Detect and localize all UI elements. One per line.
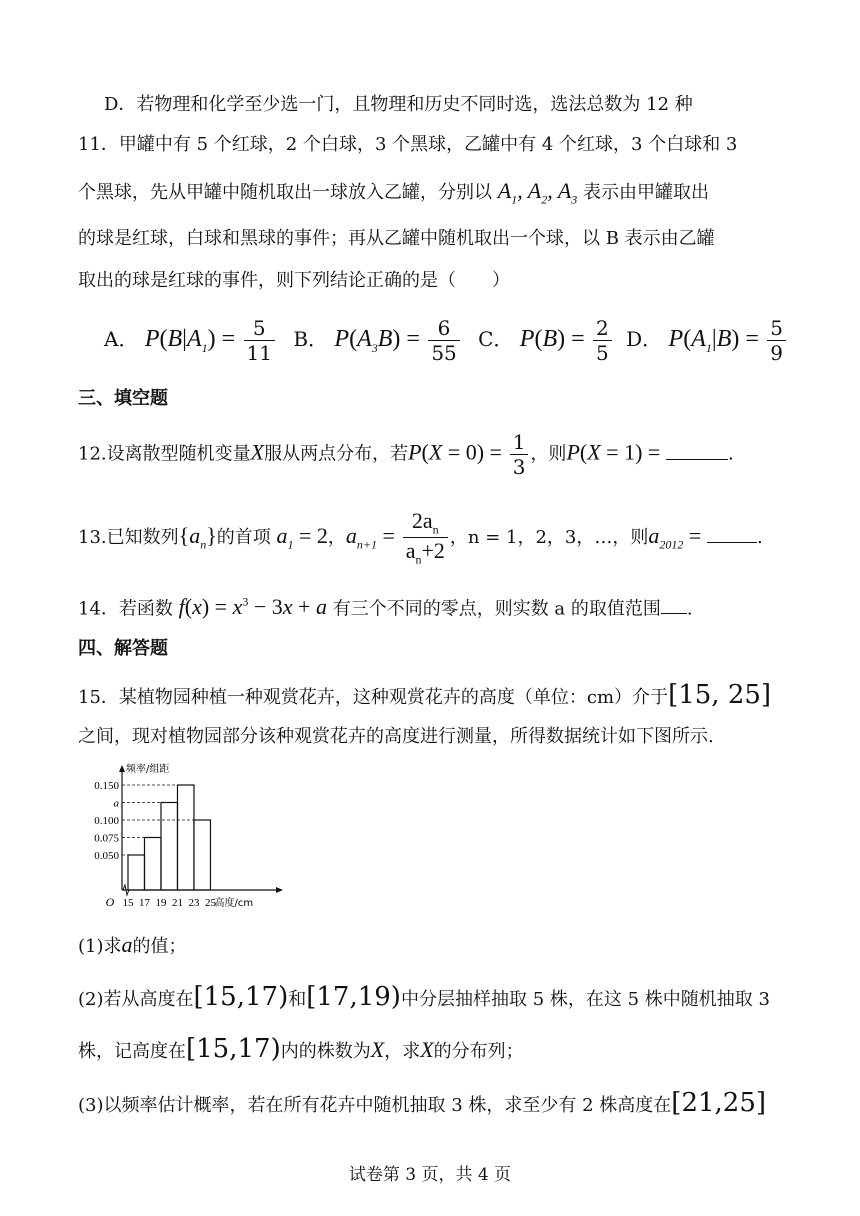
x-tick-label: 19: [155, 897, 167, 909]
q15-p2-int3: [15,17): [186, 1034, 281, 1064]
q15-p1-pre: (1)求: [78, 936, 122, 957]
q15-p1-post: 的值；: [132, 936, 187, 957]
q11-d-den: 9: [770, 341, 783, 365]
q11-b-num: 6: [428, 318, 459, 341]
q11-option-a: A． $P(B|A_1)$ = $\frac{5}{11}$: [104, 327, 283, 351]
q11-line2-end: 表示由甲罐取出: [583, 182, 710, 203]
q15-p2-and: 和: [288, 989, 307, 1010]
q13-text-pre: 13.已知数列: [78, 526, 179, 548]
q14-stem: 14．若函数 $f(x) = x^3 - 3x + a$ 有三个不同的零点，则实数 a 的取值范围 .: [78, 594, 693, 620]
x-tick-label: 17: [138, 897, 150, 909]
q15-p2-l2-mid2: ，求: [384, 1041, 421, 1062]
x-tick-label: 23: [188, 897, 200, 909]
q11-option-b-label: B．: [293, 327, 329, 351]
q14-text-post: 有三个不同的零点，则实数 a 的取值范围: [332, 598, 661, 620]
section-solution-title: 四、解答题: [78, 638, 168, 659]
origin-label: O: [105, 895, 115, 909]
q15-stem-line2: 之间，现对植物园部分该种观赏花卉的高度进行测量，所得数据统计如下图所示.: [78, 726, 714, 747]
y-tick-label: 0.075: [94, 832, 119, 845]
q11-stem-line3: 的球是红球，白球和黑球的事件；再从乙罐中随机取出一个球，以 B 表示由乙罐: [78, 228, 715, 249]
q11-stem-line4: 取出的球是红球的事件，则下列结论正确的是（ ）: [78, 270, 510, 291]
q15-p1-var: a: [121, 932, 133, 957]
q15-p2-int2: [17,19): [306, 982, 401, 1012]
x-tick-label: 15: [122, 897, 134, 909]
histogram-bar: [194, 820, 210, 890]
q11-events-math: $A_1$, $A_2$, $A_3$: [497, 178, 578, 207]
q12-text-post: ，则: [530, 443, 567, 465]
q14-end: .: [686, 598, 693, 620]
q13-text-mid: 的首项: [216, 526, 271, 548]
q12-den: 3: [512, 455, 526, 479]
q15-p2-var2: X: [420, 1037, 434, 1062]
q15-p2-pre: (2)若从高度在: [78, 989, 194, 1010]
x-tick-label: 25: [204, 897, 216, 909]
q15-part2-line2: [78, 1036, 524, 1062]
q15-line1-text: 15．某植物园种植一种观赏花卉，这种观赏花卉的高度（单位：cm）介于: [78, 687, 669, 708]
q12-stem: 12.设离散型随机变量X服从两点分布，若P(X = 0) = $\frac{1}{3}$ ，则P(X = 1) = .: [78, 430, 734, 479]
q11-d-num: 5: [767, 318, 786, 341]
frequency-histogram: [78, 760, 288, 920]
q11-option-d: D． $P(A_1|B)$ = $\frac{5}{9}$: [626, 327, 788, 351]
q15-p2-l2-pre: 株，记高度在: [78, 1041, 186, 1062]
q11-c-den: 5: [596, 341, 609, 365]
q14-text-pre: 14．若函数: [78, 598, 173, 620]
page-footer: 试卷第 3 页，共 4 页: [348, 1165, 512, 1185]
q13-den-const: +2: [421, 538, 445, 564]
q12-text-pre: 12.设离散型随机变量: [78, 443, 251, 465]
x-axis-title: 高度/cm: [214, 898, 254, 909]
q15-stem-line1: [78, 682, 771, 708]
y-tick-label: 0.150: [94, 780, 119, 792]
q11-stem-line1: 11．甲罐中有 5 个红球，2 个白球，3 个黑球，乙罐中有 4 个红球，3 个白球和 3: [78, 134, 738, 155]
x-axis-arrow: [276, 887, 283, 893]
q10-option-d: D．若物理和化学至少选一门，且物理和历史不同时选，选法总数为 12 种: [104, 94, 693, 115]
q11-option-c: C． P(B) = $\frac{2}{5}$: [478, 327, 620, 351]
q11-stem-line2: [78, 180, 709, 205]
q15-p3-int: [21,25]: [671, 1088, 767, 1118]
q11-line2-text: 个黑球，先从甲罐中随机取出一球放入乙罐，分别以: [78, 182, 492, 203]
q11-option-d-label: D．: [626, 327, 663, 351]
q15-p2-l2-post: 的分布列；: [433, 1041, 524, 1062]
y-tick-label: 0.100: [94, 815, 119, 827]
q15-part1: [78, 934, 187, 956]
q15-p2-var: X: [370, 1037, 385, 1062]
histogram-bar: [161, 803, 177, 891]
y-tick-label: 0.050: [94, 850, 119, 862]
q11-option-b: B． $P(A_3B)$ = $\frac{6}{55}$: [293, 327, 468, 351]
q11-option-a-label: A．: [104, 327, 139, 351]
q12-answer-blank: [666, 459, 728, 460]
q14-answer-blank: [661, 613, 687, 614]
q13-text-seq: ，n = 1，2，3，…，则: [449, 526, 649, 548]
q15-p3-pre: (3)以频率估计概率，若在所有花卉中随机抽取 3 株，求至少有 2 株高度在: [78, 1095, 672, 1116]
histogram-bar: [177, 785, 193, 890]
q11-option-c-label: C．: [478, 327, 514, 351]
y-axis-arrow: [119, 765, 125, 772]
histogram-bar: [128, 855, 144, 890]
q11-a-den: 11: [246, 341, 272, 365]
section-fill-in-title: 三、填空题: [78, 388, 168, 409]
q11-c-num: 2: [593, 318, 612, 341]
x-tick-label: 21: [171, 897, 183, 909]
y-tick-label: a: [113, 797, 119, 810]
q11-a-num: 5: [244, 318, 275, 341]
q12-text-mid: 服从两点分布，若: [264, 443, 409, 465]
y-axis-title: 频率/组距: [126, 764, 170, 775]
q15-interval: [15, 25]: [668, 680, 772, 710]
q12-num: 1: [510, 432, 529, 455]
q15-part2-line1: [78, 984, 770, 1010]
q15-p2-post: 中分层抽样抽取 5 株，在这 5 株中随机抽取 3: [400, 989, 770, 1010]
histogram-bar: [144, 838, 160, 891]
q11-options: [104, 318, 788, 363]
q11-b-den: 55: [431, 341, 457, 365]
q15-p2-int1: [15,17): [193, 982, 289, 1012]
q13-stem: 13.已知数列$\{a_n\}$的首项 $a_1 = 2$，$a_{n+1}$ = $\frac{2a_n}{a_n+2}$ ，n = 1，2，3，…，则$a_{2012}$ = .: [78, 508, 763, 567]
q15-p2-l2-mid: 内的株数为: [280, 1041, 371, 1062]
q15-part3: [78, 1090, 766, 1116]
q13-answer-blank: [707, 542, 757, 543]
